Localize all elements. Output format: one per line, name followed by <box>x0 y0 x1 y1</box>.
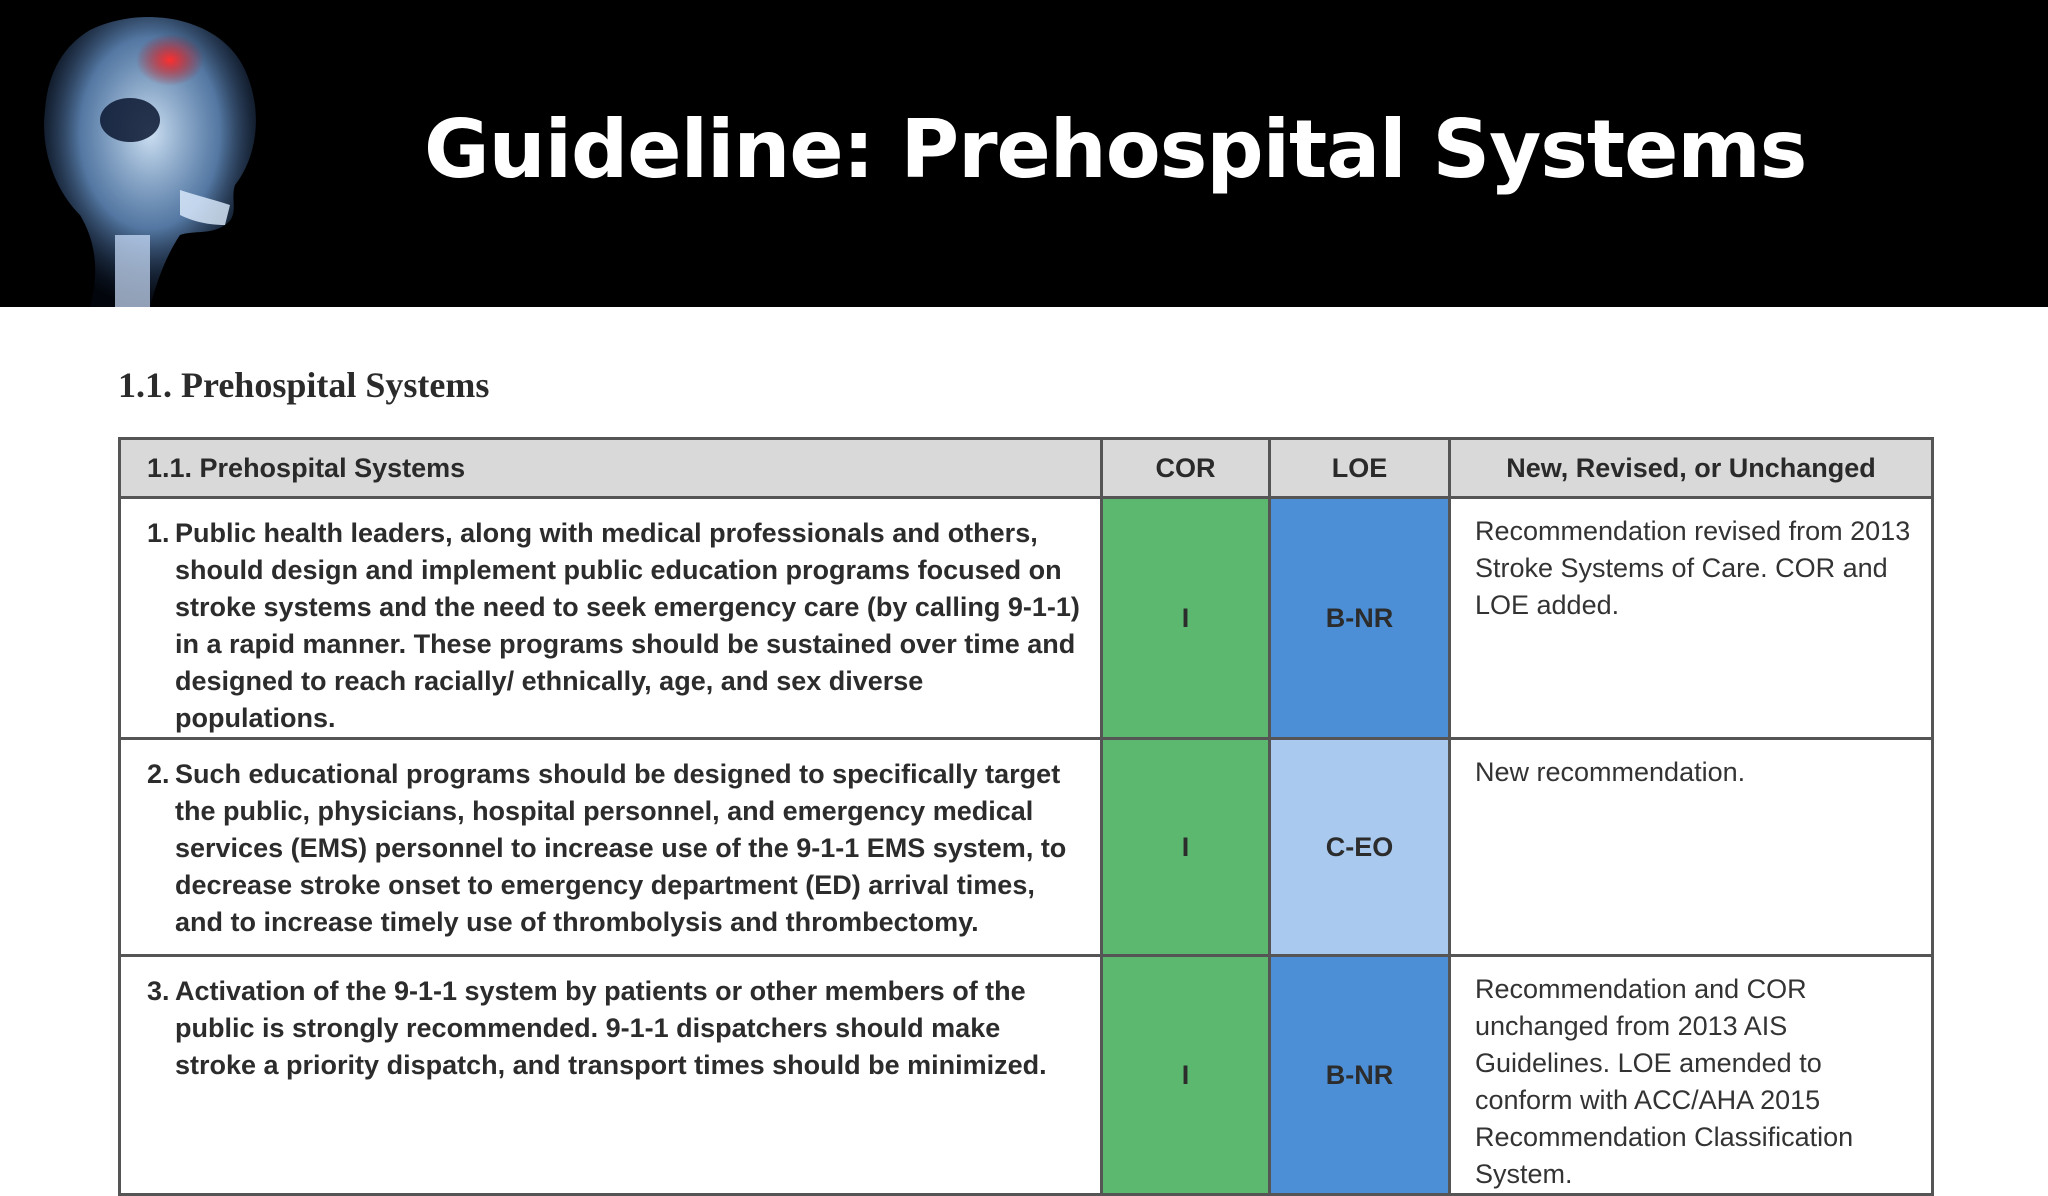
section-heading: 1.1. Prehospital Systems <box>118 365 490 405</box>
recommendation-text: Activation of the 9-1-1 system by patients or other members of the public is strongly recommended. 9-1-1 dispatchers should make stroke a priority dispatch, and transport times should be minimized. <box>175 976 1047 1080</box>
header-recommendation: 1.1. Prehospital Systems <box>120 439 1102 498</box>
header-status: New, Revised, or Unchanged <box>1450 439 1933 498</box>
loe-cell: B-NR <box>1270 498 1450 739</box>
recommendation-cell <box>120 739 1102 956</box>
recommendation-cell <box>120 498 1102 739</box>
header-cor: COR <box>1102 439 1270 498</box>
recommendation-number: 3. <box>147 976 170 1006</box>
recommendation-number: 2. <box>147 759 170 789</box>
status-cell: Recommendation revised from 2013 Stroke Systems of Care. COR and LOE added. <box>1450 498 1933 739</box>
table-row <box>120 739 1933 956</box>
recommendation-number: 1. <box>147 518 170 548</box>
skull-xray-icon <box>20 0 280 307</box>
recommendation-text: Such educational programs should be designed to specifically target the public, physicians, hospital personnel, and emergency medical services (EMS) personnel to increase use of the 9-1-1 EMS system, to decrease stroke onset to emergency department (ED) arrival times, and to increase timely use of thrombolysis and thrombectomy. <box>175 759 1067 937</box>
table-header-row <box>120 439 1933 498</box>
recommendation-cell <box>120 956 1102 1195</box>
recommendation-text: Public health leaders, along with medical professionals and others, should design and implement public education programs focused on stroke systems and the need to seek emergency care (by calling 9-1-1) in a rapid manner. These programs should be sustained over time and designed to reach racially/ ethnically, age, and sex diverse populations. <box>175 518 1080 733</box>
slide-title: Guideline: Prehospital Systems <box>424 103 1807 196</box>
table-row <box>120 956 1933 1195</box>
loe-cell: C-EO <box>1270 739 1450 956</box>
status-cell: Recommendation and COR unchanged from 2013 AIS Guidelines. LOE amended to conform with ACC/AHA 2015 Recommendation Classification System. <box>1450 956 1933 1195</box>
cor-cell: I <box>1102 498 1270 739</box>
cor-cell: I <box>1102 956 1270 1195</box>
loe-cell: B-NR <box>1270 956 1450 1195</box>
header-loe: LOE <box>1270 439 1450 498</box>
status-cell: New recommendation. <box>1450 739 1933 956</box>
title-banner <box>0 0 2048 307</box>
table-row <box>120 498 1933 739</box>
cor-cell: I <box>1102 739 1270 956</box>
recommendations-table <box>118 437 1934 1196</box>
